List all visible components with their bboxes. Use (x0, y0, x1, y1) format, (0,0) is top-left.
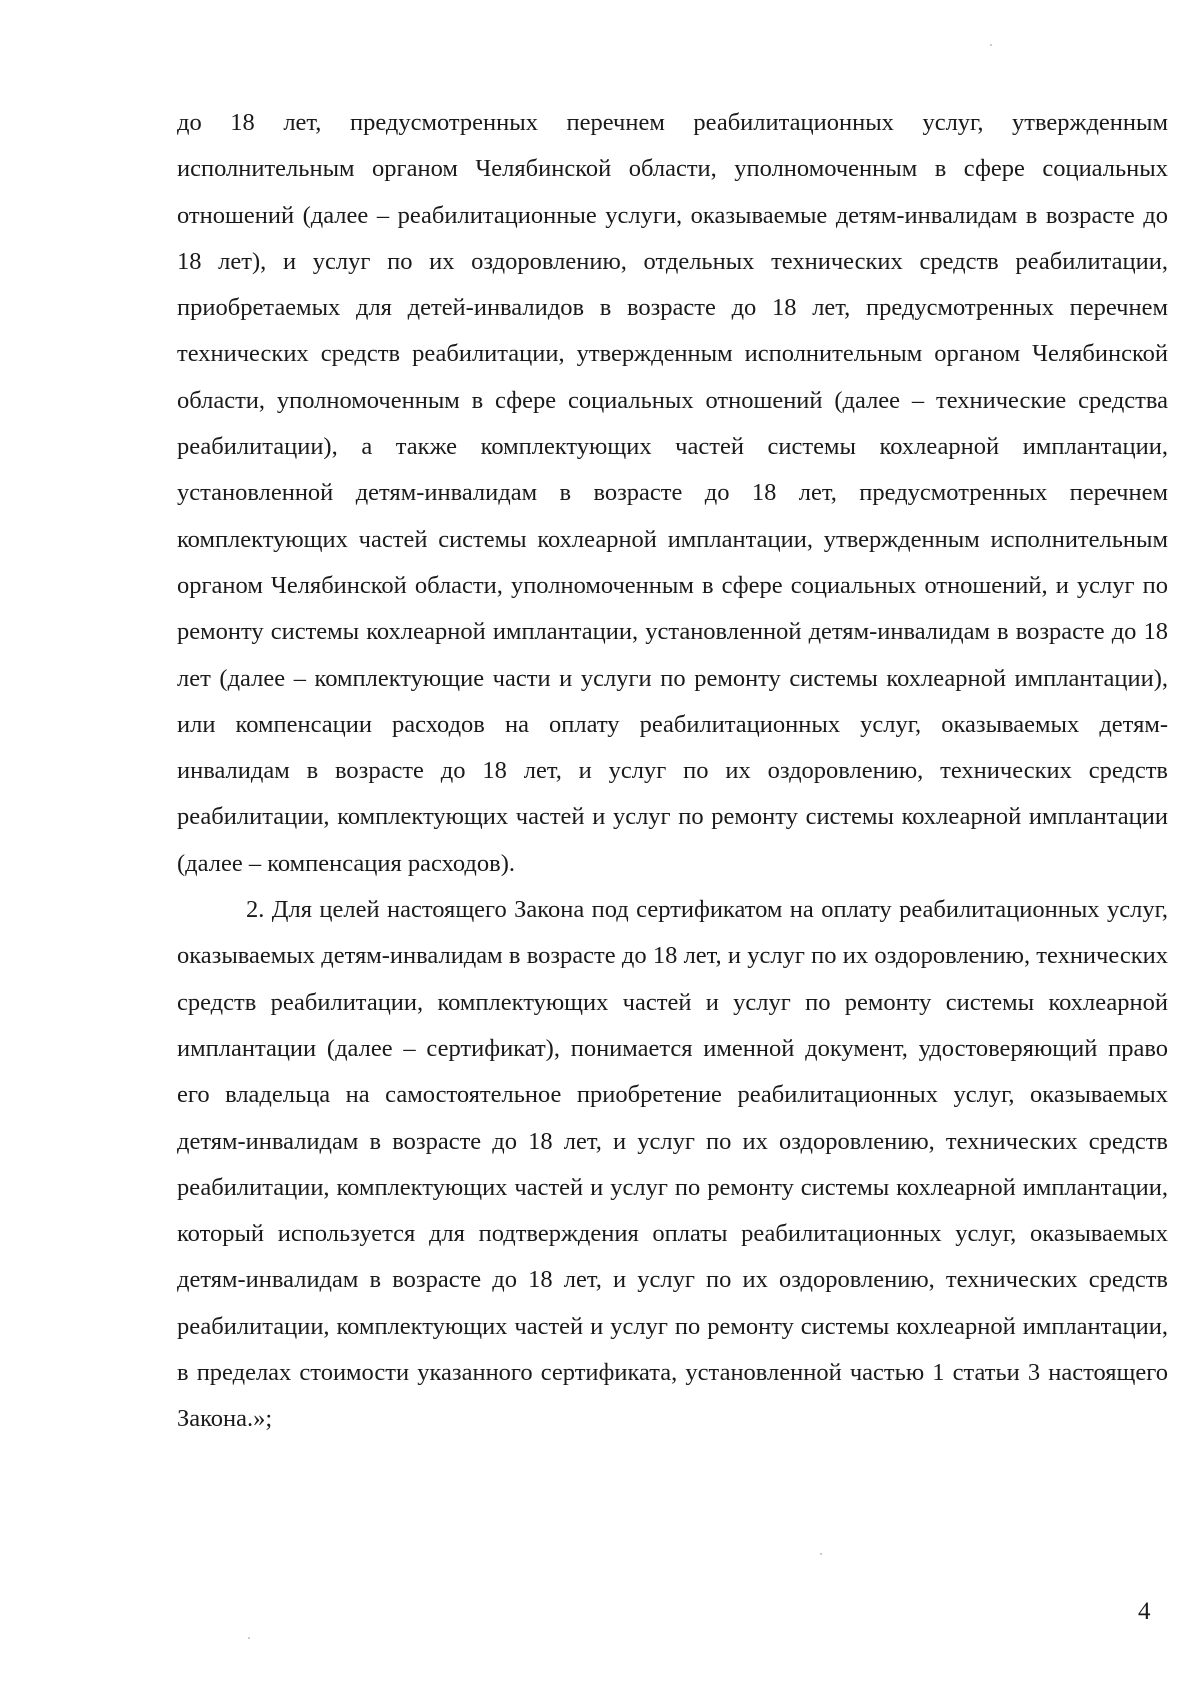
document-body (177, 100, 1168, 1443)
scan-speck (820, 1553, 822, 1555)
page-number: 4 (1138, 1598, 1151, 1625)
paragraph-continuation: до 18 лет, предусмотренных перечнем реабилитационных услуг, утвержденным исполнительным органом Челябинской области, уполномоченным в сфере социальных отношений (далее – реабилитационные услуги, оказываемые детям-инвалидам в возрасте до 18 лет), и услуг по их оздоровлению, отдельных технических средств реабилитации, приобретаемых для детей-инвалидов в возрасте до 18 лет, предусмотренных перечнем технических средств реабилитации, утвержденным исполнительным органом Челябинской области, уполномоченным в сфере социальных отношений (далее – технические средства реабилитации), а также комплектующих частей системы кохлеарной имплантации, установленной детям-инвалидам в возрасте до 18 лет, предусмотренных перечнем комплектующих частей системы кохлеарной имплантации, утвержденным исполнительным органом Челябинской области, уполномоченным в сфере социальных отношений, и услуг по ремонту системы кохлеарной имплантации, установленной детям-инвалидам в возрасте до 18 лет (далее – комплектующие части и услуги по ремонту системы кохлеарной имплантации), или компенсации расходов на оплату реабилитационных услуг, оказываемых детям-инвалидам в возрасте до 18 лет, и услуг по их оздоровлению, технических средств реабилитации, комплектующих частей и услуг по ремонту системы кохлеарной имплантации (далее – компенсация расходов). (177, 109, 1168, 877)
scan-speck (248, 1637, 250, 1639)
paragraph-definition-certificate: 2. Для целей настоящего Закона под сертификатом на оплату реабилитационных услуг, оказываемых детям-инвалидам в возрасте до 18 лет, и услуг по их оздоровлению, технических средств реабилитации, комплектующих частей и услуг по ремонту системы кохлеарной имплантации (далее – сертификат), понимается именной документ, удостоверяющий право его владельца на самостоятельное приобретение реабилитационных услуг, оказываемых детям-инвалидам в возрасте до 18 лет, и услуг по их оздоровлению, технических средств реабилитации, комплектующих частей и услуг по ремонту системы кохлеарной имплантации, который используется для подтверждения оплаты реабилитационных услуг, оказываемых детям-инвалидам в возрасте до 18 лет, и услуг по их оздоровлению, технических средств реабилитации, комплектующих частей и услуг по ремонту системы кохлеарной имплантации, в пределах стоимости указанного сертификата, установленной частью 1 статьи 3 настоящего Закона.»; (177, 896, 1168, 1433)
scan-speck (990, 44, 992, 46)
